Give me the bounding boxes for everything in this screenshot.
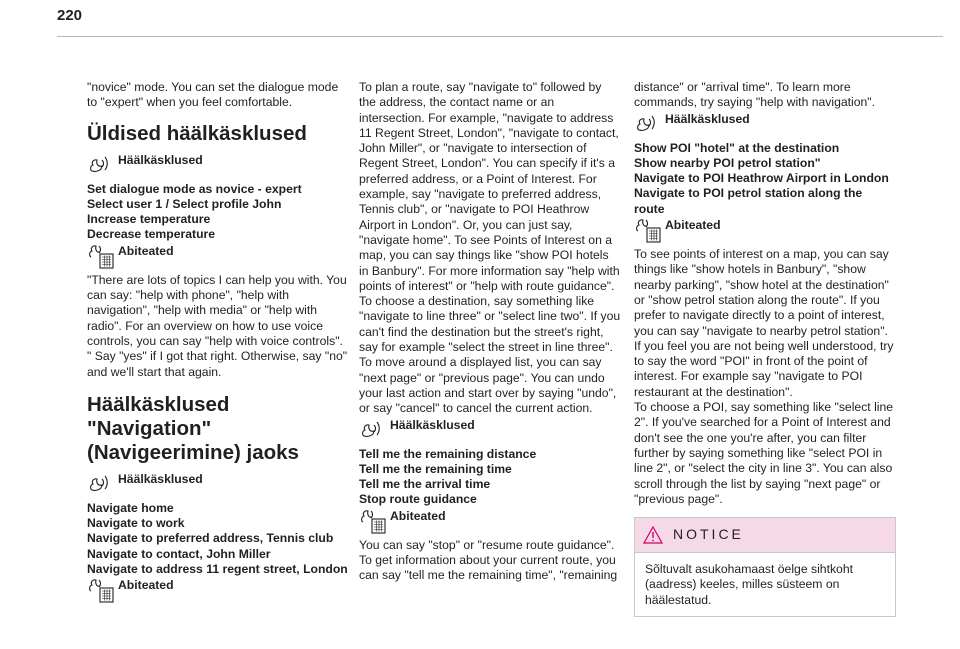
command-line: Stop route guidance	[359, 492, 477, 507]
command-line: Set dialogue mode as novice - expert	[87, 181, 302, 196]
voice-commands-label: Häälkäsklused	[87, 471, 349, 493]
help-message-icon	[87, 244, 115, 270]
command-line: Decrease temperature	[87, 227, 216, 242]
help-text: "There are lots of topics I can help you with. You can say: "help with phone", "help with navigation", "help with media" or "help with radio". For an overview on how to use voice controls, you can say "help with voice controls". " Say "yes" if I got that right. Otherwise, say "no" and we'll start that again.	[87, 272, 348, 379]
help-text: You can say "stop" or "resume route guidance". To get information about your current route, you can say "tell me the remaining time", "remaining	[359, 537, 618, 583]
destination-choice-text: To choose a destination, say something like "navigate to line three" or "select line two". If you can't find the destination but the street's right, say for example "select the street in line three". To move around a displayed list, you can say "next page" or "previous page". You can undo your last action and start over by saying "undo", or say "cancel" to cancel the current action.	[359, 294, 621, 416]
help-message-icon	[87, 578, 115, 604]
notice-header	[635, 518, 895, 553]
warning-triangle-icon	[643, 526, 663, 544]
voice-command-icon	[87, 153, 115, 179]
command-line: Navigate to address 11 regent street, London	[87, 562, 348, 577]
column-right	[634, 80, 896, 617]
help-messages-label: Abiteated	[87, 577, 349, 599]
voice-commands-label: Häälkäsklused	[359, 417, 621, 439]
route-planning-text: To plan a route, say "navigate to" followed by the address, the contact name or an intersection. For example, "navigate to address 11 Regent Street, London", "navigate to contact, John Miller", or "navigate to intersection of Regent Street, London". You can specify if it's a preferred address, or a Point of Interest. For example, say "navigate to preferred address, Tennis club", or "navigate to POI Heathrow Airport in London". Or, you can just say, "navigate home". To see Points of Interest on a map, you can say things like "show POI hotels in Banbury". For more information say "help with points of interest" or "help with route guidance".	[359, 80, 620, 293]
notice-title: NOTICE	[673, 526, 744, 543]
command-line: Show nearby POI petrol station"	[634, 155, 821, 170]
help-message-icon	[359, 509, 387, 535]
help-text: To see points of interest on a map, you can say things like "show hotels in Banbury", "show nearby parking", "show hotel at the destination" or "show petrol station along the route". If you prefer to navigate directly to a point of interest, you can say "navigate to nearby petrol station". If you feel you are not being well understood, try to say the word "POI" in front of the point of interest. For example say "navigate to POI restaurant at the destination".	[634, 247, 894, 399]
column-left	[87, 80, 349, 599]
column-middle	[359, 80, 621, 584]
page-number: 220	[57, 7, 83, 24]
help-message-icon	[634, 218, 662, 244]
help-messages-label: Abiteated	[87, 243, 349, 265]
section-heading-general: Üldised häälkäsklused	[87, 121, 307, 145]
section-heading-navigation: Häälkäsklused "Navigation" (Navigeerimine) jaoks	[87, 392, 299, 464]
command-line: Show POI "hotel" at the destination	[634, 140, 840, 155]
help-text: To choose a POI, say something like "select line 2". If you've searched for a Point of Interest and don't see the one you're after, you can filter further by saying something like "select POI in line 2", or "select the city in line 3". You can also scroll through the list by saying "next page" or "previous page".	[634, 400, 894, 506]
voice-commands-label: Häälkäsklused	[87, 152, 349, 174]
voice-commands-label: Häälkäsklused	[634, 111, 896, 133]
command-line: Increase temperature	[87, 212, 211, 227]
notice-text: Sõltuvalt asukohamaast öelge sihtkoht (aadress) keeles, milles süsteem on häälestatud.	[645, 562, 853, 607]
continued-text: distance" or "arrival time". To learn more commands, try saying "help with navigation".	[634, 80, 876, 110]
command-line: Navigate to work	[87, 516, 185, 531]
command-line: Navigate home	[87, 500, 174, 515]
command-line: Navigate to preferred address, Tennis club	[87, 531, 334, 546]
voice-command-icon	[634, 112, 662, 138]
command-line: Tell me the remaining time	[359, 461, 512, 476]
command-line: Select user 1 / Select profile John	[87, 196, 282, 211]
help-messages-label: Abiteated	[634, 217, 896, 239]
command-line: Tell me the remaining distance	[359, 446, 537, 461]
voice-command-icon	[359, 418, 387, 444]
help-messages-label: Abiteated	[359, 508, 621, 530]
command-line: Navigate to POI petrol station along the route	[634, 186, 863, 216]
top-divider	[57, 36, 943, 37]
command-line: Tell me the arrival time	[359, 477, 491, 492]
voice-command-icon	[87, 472, 115, 498]
notice-box	[634, 517, 896, 617]
command-line: Navigate to contact, John Miller	[87, 546, 271, 561]
intro-text: "novice" mode. You can set the dialogue mode to "expert" when you feel comfortable.	[87, 80, 339, 110]
command-line: Navigate to POI Heathrow Airport in London	[634, 171, 889, 186]
